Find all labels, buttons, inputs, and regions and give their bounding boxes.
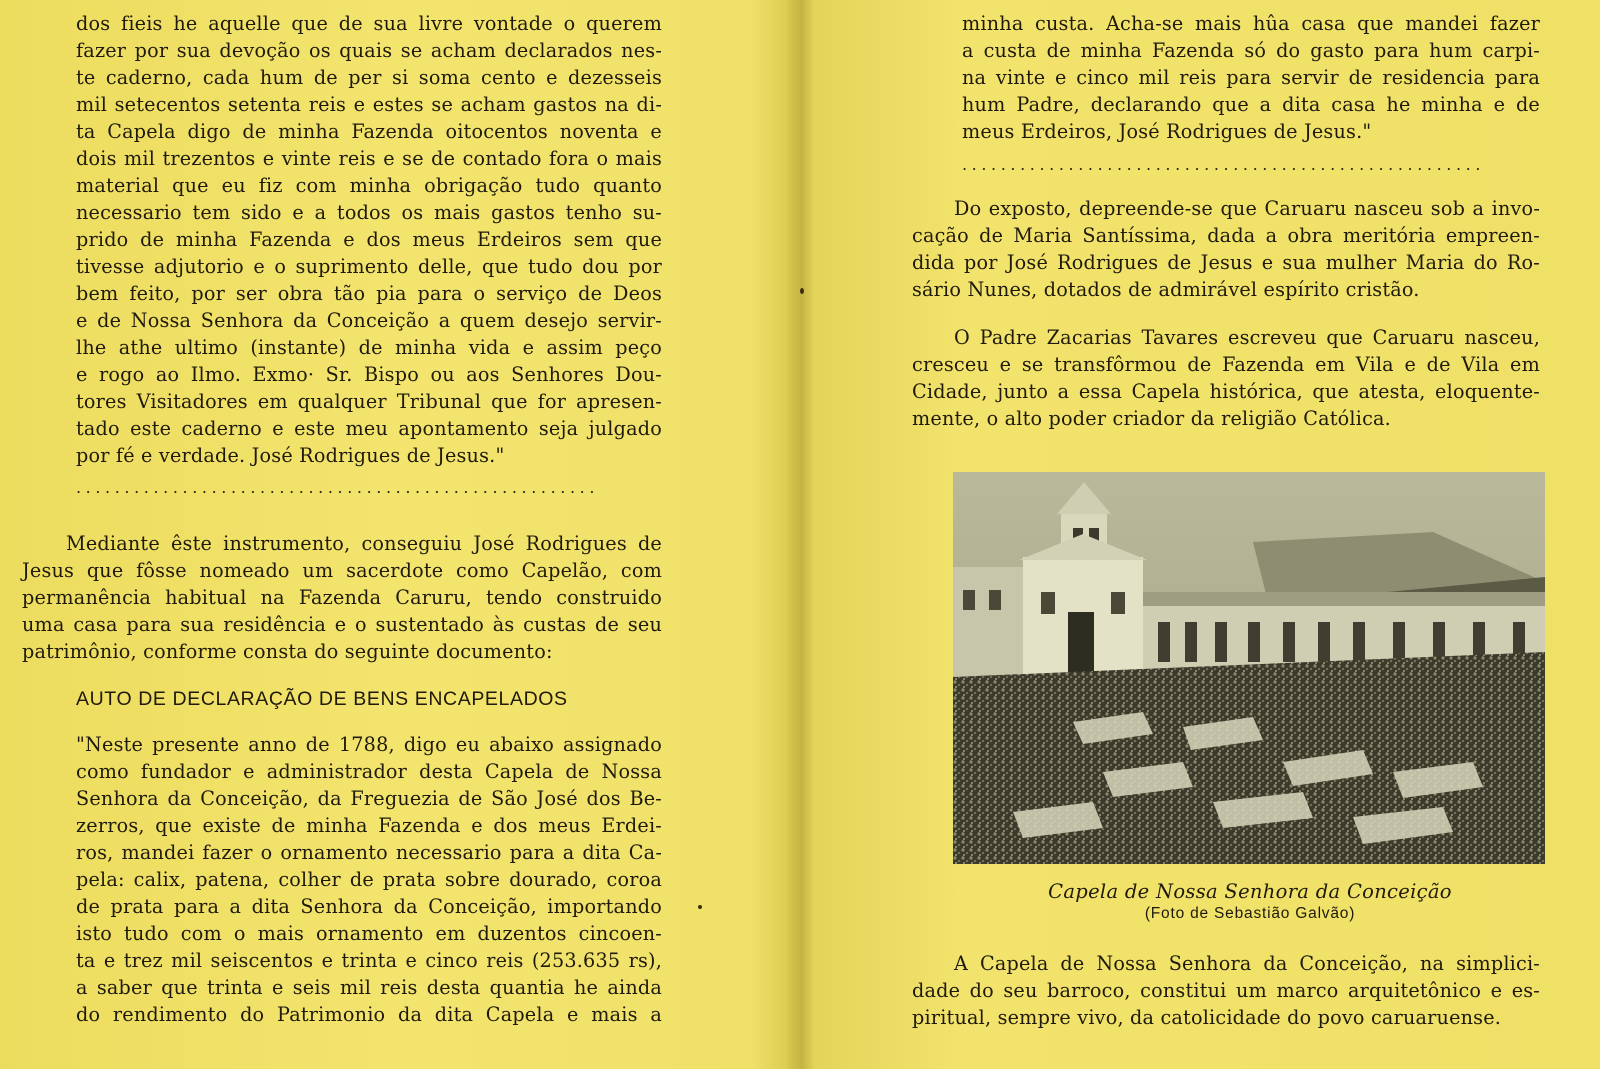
text-line: isto tudo com o mais ornamento em duzentos cincoen- [76, 922, 662, 945]
text-line: necessario tem sido e a todos os mais gastos tenho su- [76, 201, 662, 224]
text-line: tado este caderno e este meu apontamento seja julgado [76, 417, 662, 440]
right-paragraph-2 [912, 195, 1540, 303]
text-line: prido de minha Fazenda e dos meus Erdeiros sem que [76, 228, 662, 251]
page-fold [786, 0, 814, 1069]
text-line: patrimônio, conforme consta do seguinte documento: [22, 640, 553, 663]
text-line: mil setecentos setenta reis e estes se acham gastos na di- [76, 93, 662, 116]
text-line: cação de Maria Santíssima, dada a obra meritória empreen- [912, 224, 1540, 247]
section-heading: AUTO DE DECLARAÇÃO DE BENS ENCAPELADOS [76, 688, 568, 710]
text-line: ros, mandei fazer o ornamento necessario para a dita Ca- [76, 841, 662, 864]
text-line: zerros, que existe de minha Fazenda e dos meus Erdei- [76, 814, 662, 837]
text-line: dida por José Rodrigues de Jesus e sua mulher Maria do Ro- [912, 251, 1540, 274]
text-line: permanência habitual na Fazenda Caruru, tendo construido [22, 586, 662, 609]
left-page [0, 0, 790, 1069]
text-line: dos fieis he aquelle que de sua livre vontade o querem [76, 12, 662, 35]
text-line: lhe athe ultimo (instante) de minha vida e assim peço [76, 336, 662, 359]
paper-speck [698, 905, 702, 909]
text-line: bem feito, por ser obra tão pia para o serviço de Deos [76, 282, 662, 305]
text-line: a saber que trinta e seis mil reis desta quantia he ainda [76, 976, 662, 999]
text-line: por fé e verdade. José Rodrigues de Jesus." [76, 444, 505, 467]
text-line: piritual, sempre vivo, da catolicidade do povo caruaruense. [912, 1006, 1502, 1029]
text-line: e rogo ao Ilmo. Exmo· Sr. Bispo ou aos Senhores Dou- [76, 363, 662, 386]
text-line: Senhora da Conceição, da Freguezia de São José dos Be- [76, 787, 662, 810]
right-paragraph-3 [912, 324, 1540, 432]
text-line: Jesus que fôsse nomeado um sacerdote como Capelão, com [22, 559, 662, 582]
text-line: material que eu fiz com minha obrigação tudo quanto [76, 174, 662, 197]
text-line: tores Visitadores em qualquer Tribunal que for apresen- [76, 390, 662, 413]
text-line: uma casa para sua residência e o sustentado às custas de seu [22, 613, 662, 636]
text-line: de prata para a dita Senhora da Conceição, importando [76, 895, 662, 918]
text-line: ta Capela digo de minha Fazenda oitocentos noventa e [76, 120, 662, 143]
text-line: cresceu e se transfôrmou de Fazenda em Vila e de Vila em [912, 353, 1540, 376]
paper-speck [800, 288, 804, 294]
church-photo-illustration [953, 472, 1545, 864]
church-photo [953, 472, 1545, 864]
text-line: como fundador e administrador desta Capela de Nossa [76, 760, 662, 783]
text-line: te caderno, cada hum de per si soma cento e dezesseis [76, 66, 662, 89]
left-paragraph-3 [76, 731, 662, 1028]
text-line: hum Padre, declarando que a dita casa he minha e de [962, 93, 1540, 116]
text-line: dade do seu barroco, constitui um marco arquitetônico e es- [912, 979, 1540, 1002]
right-paragraph-4 [912, 950, 1540, 1031]
text-line: Mediante êste instrumento, conseguiu José Rodrigues de [66, 532, 662, 555]
text-line: na vinte e cinco mil reis para servir de residencia para [962, 66, 1540, 89]
text-line: Do exposto, depreende-se que Caruaru nasceu sob a invo- [954, 197, 1540, 220]
text-line: A Capela de Nossa Senhora da Conceição, na simplici- [954, 952, 1540, 975]
text-line: fazer por sua devoção os quais se acham declarados nes- [76, 39, 662, 62]
text-line: do rendimento do Patrimonio da dita Capela e mais a [76, 1003, 662, 1026]
text-line: tivesse adjutorio e o suprimento delle, que tudo dou por [76, 255, 662, 278]
ellipsis-divider: ...................................................... [962, 155, 1486, 174]
text-line: a custa de minha Fazenda só do gasto para hum carpi- [962, 39, 1540, 62]
text-line: O Padre Zacarias Tavares escreveu que Caruaru nasceu, [954, 326, 1540, 349]
text-line: minha custa. Acha-se mais hûa casa que mandei fazer [962, 12, 1540, 35]
text-line: pela: calix, patena, colher de prata sobre dourado, coroa [76, 868, 662, 891]
photo-caption: Capela de Nossa Senhora da Conceição [1048, 880, 1452, 903]
text-line: sário Nunes, dotados de admirável espírito cristão. [912, 278, 1420, 301]
text-line: meus Erdeiros, José Rodrigues de Jesus." [962, 120, 1372, 143]
text-line: Cidade, junto a essa Capela histórica, que atesta, eloquente- [912, 380, 1540, 403]
text-line: "Neste presente anno de 1788, digo eu abaixo assignado [76, 733, 662, 756]
text-line: mente, o alto poder criador da religião Católica. [912, 407, 1391, 430]
right-paragraph-1 [962, 10, 1540, 145]
text-line: dois mil trezentos e vinte reis e se de contado fora o mais [76, 147, 662, 170]
left-paragraph-1 [76, 10, 662, 469]
text-line: ta e trez mil seiscentos e trinta e cinco reis (253.635 rs), [76, 949, 662, 972]
text-line: e de Nossa Senhora da Conceição a quem desejo servir- [76, 309, 662, 332]
ellipsis-divider: ...................................................... [76, 478, 600, 497]
photo-credit: (Foto de Sebastião Galvão) [1144, 905, 1356, 922]
left-paragraph-2 [22, 530, 662, 665]
